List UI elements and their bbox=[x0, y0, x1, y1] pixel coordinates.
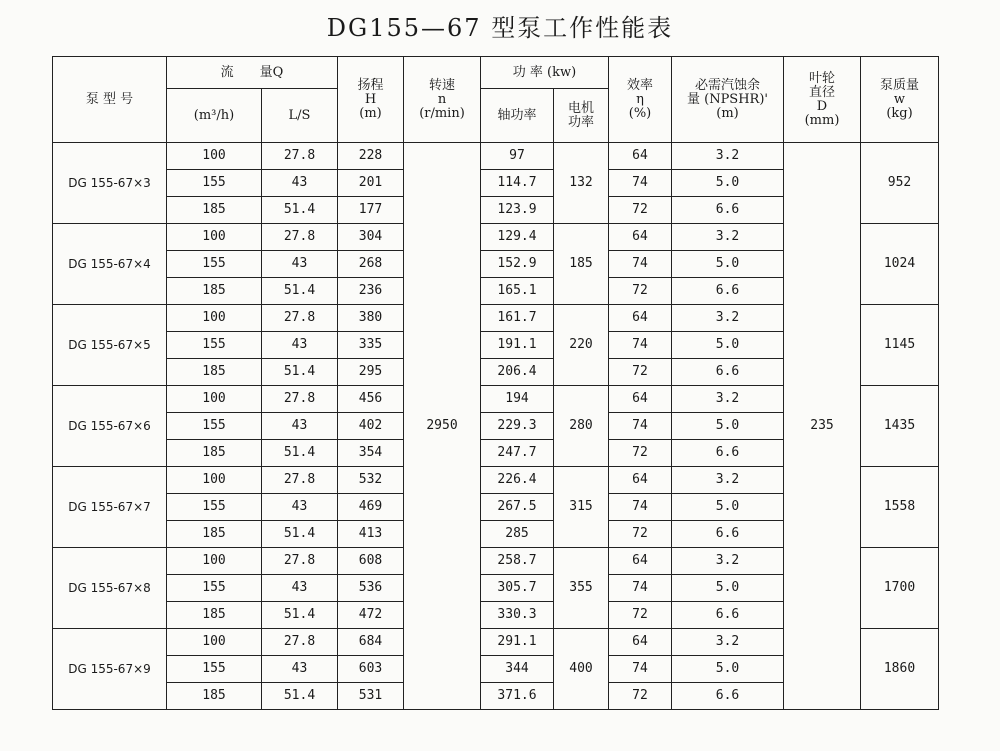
shaft-power-cell: 267.5 bbox=[481, 494, 554, 521]
motor-power-cell: 400 bbox=[554, 629, 609, 710]
shaft-power-cell: 330.3 bbox=[481, 602, 554, 629]
efficiency-cell: 72 bbox=[609, 683, 672, 710]
npshr-cell: 6.6 bbox=[672, 440, 784, 467]
flow-ls-cell: 51.4 bbox=[262, 440, 338, 467]
head-cell: 335 bbox=[338, 332, 404, 359]
flow-m3h-cell: 185 bbox=[167, 602, 262, 629]
header-speed: 转速 n (r/min) bbox=[404, 57, 481, 143]
head-cell: 603 bbox=[338, 656, 404, 683]
head-cell: 268 bbox=[338, 251, 404, 278]
impeller-diameter-cell: 235 bbox=[784, 143, 861, 710]
shaft-power-cell: 206.4 bbox=[481, 359, 554, 386]
speed-cell: 2950 bbox=[404, 143, 481, 710]
efficiency-cell: 72 bbox=[609, 359, 672, 386]
shaft-power-cell: 161.7 bbox=[481, 305, 554, 332]
npshr-cell: 6.6 bbox=[672, 278, 784, 305]
shaft-power-cell: 291.1 bbox=[481, 629, 554, 656]
npshr-cell: 3.2 bbox=[672, 224, 784, 251]
flow-ls-cell: 27.8 bbox=[262, 305, 338, 332]
head-cell: 236 bbox=[338, 278, 404, 305]
pump-mass-cell: 952 bbox=[861, 143, 939, 224]
shaft-power-cell: 114.7 bbox=[481, 170, 554, 197]
head-cell: 354 bbox=[338, 440, 404, 467]
npshr-cell: 6.6 bbox=[672, 197, 784, 224]
header-shaft-power: 轴功率 bbox=[481, 89, 554, 143]
table-row bbox=[53, 143, 939, 170]
header-efficiency: 效率 η (%) bbox=[609, 57, 672, 143]
flow-ls-cell: 51.4 bbox=[262, 521, 338, 548]
efficiency-cell: 74 bbox=[609, 494, 672, 521]
pump-mass-cell: 1860 bbox=[861, 629, 939, 710]
shaft-power-cell: 165.1 bbox=[481, 278, 554, 305]
pump-model-cell: DG 155-67×9 bbox=[53, 629, 167, 710]
flow-ls-cell: 43 bbox=[262, 170, 338, 197]
pump-model-cell: DG 155-67×7 bbox=[53, 467, 167, 548]
motor-power-cell: 315 bbox=[554, 467, 609, 548]
efficiency-cell: 74 bbox=[609, 251, 672, 278]
flow-m3h-cell: 155 bbox=[167, 251, 262, 278]
shaft-power-cell: 123.9 bbox=[481, 197, 554, 224]
pump-model-cell: DG 155-67×8 bbox=[53, 548, 167, 629]
efficiency-cell: 74 bbox=[609, 332, 672, 359]
header-mass: 泵质量 w (kg) bbox=[861, 57, 939, 143]
npshr-cell: 3.2 bbox=[672, 548, 784, 575]
flow-ls-cell: 27.8 bbox=[262, 548, 338, 575]
shaft-power-cell: 194 bbox=[481, 386, 554, 413]
document-title: DG155—67 型泵工作性能表 bbox=[326, 14, 674, 42]
flow-m3h-cell: 155 bbox=[167, 656, 262, 683]
head-cell: 201 bbox=[338, 170, 404, 197]
head-cell: 413 bbox=[338, 521, 404, 548]
efficiency-cell: 64 bbox=[609, 629, 672, 656]
header-flow: 流 量Q bbox=[167, 57, 338, 89]
header-flow-m3h: (m³/h) bbox=[167, 89, 262, 143]
motor-power-cell: 132 bbox=[554, 143, 609, 224]
shaft-power-cell: 191.1 bbox=[481, 332, 554, 359]
header-head: 扬程 H (m) bbox=[338, 57, 404, 143]
flow-ls-cell: 43 bbox=[262, 575, 338, 602]
npshr-cell: 5.0 bbox=[672, 656, 784, 683]
flow-ls-cell: 27.8 bbox=[262, 629, 338, 656]
flow-m3h-cell: 100 bbox=[167, 548, 262, 575]
npshr-cell: 3.2 bbox=[672, 305, 784, 332]
npshr-cell: 3.2 bbox=[672, 386, 784, 413]
head-cell: 472 bbox=[338, 602, 404, 629]
shaft-power-cell: 229.3 bbox=[481, 413, 554, 440]
npshr-cell: 6.6 bbox=[672, 521, 784, 548]
flow-m3h-cell: 185 bbox=[167, 683, 262, 710]
flow-m3h-cell: 100 bbox=[167, 143, 262, 170]
motor-power-cell: 280 bbox=[554, 386, 609, 467]
npshr-cell: 3.2 bbox=[672, 629, 784, 656]
motor-power-cell: 185 bbox=[554, 224, 609, 305]
shaft-power-cell: 344 bbox=[481, 656, 554, 683]
shaft-power-cell: 285 bbox=[481, 521, 554, 548]
head-cell: 295 bbox=[338, 359, 404, 386]
efficiency-cell: 64 bbox=[609, 548, 672, 575]
flow-m3h-cell: 100 bbox=[167, 629, 262, 656]
efficiency-cell: 72 bbox=[609, 602, 672, 629]
efficiency-cell: 74 bbox=[609, 656, 672, 683]
performance-table bbox=[52, 56, 939, 710]
shaft-power-cell: 247.7 bbox=[481, 440, 554, 467]
header-model: 泵 型 号 bbox=[53, 57, 167, 143]
shaft-power-cell: 129.4 bbox=[481, 224, 554, 251]
pump-model-cell: DG 155-67×5 bbox=[53, 305, 167, 386]
npshr-cell: 5.0 bbox=[672, 494, 784, 521]
flow-m3h-cell: 100 bbox=[167, 224, 262, 251]
flow-ls-cell: 43 bbox=[262, 251, 338, 278]
efficiency-cell: 74 bbox=[609, 170, 672, 197]
pump-model-cell: DG 155-67×6 bbox=[53, 386, 167, 467]
pump-model-cell: DG 155-67×3 bbox=[53, 143, 167, 224]
efficiency-cell: 74 bbox=[609, 575, 672, 602]
shaft-power-cell: 305.7 bbox=[481, 575, 554, 602]
head-cell: 531 bbox=[338, 683, 404, 710]
shaft-power-cell: 371.6 bbox=[481, 683, 554, 710]
flow-m3h-cell: 185 bbox=[167, 521, 262, 548]
flow-m3h-cell: 185 bbox=[167, 440, 262, 467]
shaft-power-cell: 226.4 bbox=[481, 467, 554, 494]
efficiency-cell: 64 bbox=[609, 386, 672, 413]
flow-m3h-cell: 100 bbox=[167, 467, 262, 494]
pump-mass-cell: 1024 bbox=[861, 224, 939, 305]
flow-ls-cell: 27.8 bbox=[262, 224, 338, 251]
head-cell: 608 bbox=[338, 548, 404, 575]
pump-mass-cell: 1145 bbox=[861, 305, 939, 386]
efficiency-cell: 72 bbox=[609, 278, 672, 305]
flow-ls-cell: 43 bbox=[262, 332, 338, 359]
shaft-power-cell: 97 bbox=[481, 143, 554, 170]
flow-ls-cell: 27.8 bbox=[262, 386, 338, 413]
npshr-cell: 5.0 bbox=[672, 170, 784, 197]
head-cell: 304 bbox=[338, 224, 404, 251]
flow-ls-cell: 27.8 bbox=[262, 467, 338, 494]
table-body bbox=[53, 143, 939, 710]
head-cell: 469 bbox=[338, 494, 404, 521]
flow-ls-cell: 43 bbox=[262, 656, 338, 683]
npshr-cell: 3.2 bbox=[672, 143, 784, 170]
head-cell: 456 bbox=[338, 386, 404, 413]
efficiency-cell: 72 bbox=[609, 521, 672, 548]
flow-m3h-cell: 100 bbox=[167, 305, 262, 332]
flow-ls-cell: 51.4 bbox=[262, 197, 338, 224]
flow-ls-cell: 51.4 bbox=[262, 683, 338, 710]
efficiency-cell: 64 bbox=[609, 305, 672, 332]
npshr-cell: 5.0 bbox=[672, 413, 784, 440]
pump-mass-cell: 1435 bbox=[861, 386, 939, 467]
header-npshr: 必需汽蚀余 量 (NPSHR)' (m) bbox=[672, 57, 784, 143]
npshr-cell: 3.2 bbox=[672, 467, 784, 494]
flow-ls-cell: 51.4 bbox=[262, 602, 338, 629]
shaft-power-cell: 152.9 bbox=[481, 251, 554, 278]
header-power: 功 率 (kw) bbox=[481, 57, 609, 89]
motor-power-cell: 220 bbox=[554, 305, 609, 386]
npshr-cell: 6.6 bbox=[672, 359, 784, 386]
flow-ls-cell: 43 bbox=[262, 494, 338, 521]
flow-m3h-cell: 155 bbox=[167, 413, 262, 440]
npshr-cell: 5.0 bbox=[672, 332, 784, 359]
pump-model-cell: DG 155-67×4 bbox=[53, 224, 167, 305]
head-cell: 532 bbox=[338, 467, 404, 494]
flow-m3h-cell: 185 bbox=[167, 197, 262, 224]
pump-mass-cell: 1558 bbox=[861, 467, 939, 548]
efficiency-cell: 64 bbox=[609, 224, 672, 251]
flow-m3h-cell: 155 bbox=[167, 170, 262, 197]
pump-mass-cell: 1700 bbox=[861, 548, 939, 629]
efficiency-cell: 64 bbox=[609, 143, 672, 170]
head-cell: 177 bbox=[338, 197, 404, 224]
head-cell: 380 bbox=[338, 305, 404, 332]
flow-ls-cell: 51.4 bbox=[262, 278, 338, 305]
header-motor-power: 电机 功率 bbox=[554, 89, 609, 143]
head-cell: 536 bbox=[338, 575, 404, 602]
flow-ls-cell: 27.8 bbox=[262, 143, 338, 170]
flow-m3h-cell: 155 bbox=[167, 332, 262, 359]
head-cell: 228 bbox=[338, 143, 404, 170]
head-cell: 402 bbox=[338, 413, 404, 440]
npshr-cell: 5.0 bbox=[672, 575, 784, 602]
header-impeller: 叶轮 直径 D (mm) bbox=[784, 57, 861, 143]
npshr-cell: 6.6 bbox=[672, 683, 784, 710]
flow-m3h-cell: 155 bbox=[167, 575, 262, 602]
header-flow-ls: L/S bbox=[262, 89, 338, 143]
flow-ls-cell: 43 bbox=[262, 413, 338, 440]
shaft-power-cell: 258.7 bbox=[481, 548, 554, 575]
head-cell: 684 bbox=[338, 629, 404, 656]
flow-m3h-cell: 185 bbox=[167, 278, 262, 305]
efficiency-cell: 74 bbox=[609, 413, 672, 440]
table-header bbox=[53, 57, 939, 143]
flow-m3h-cell: 185 bbox=[167, 359, 262, 386]
efficiency-cell: 64 bbox=[609, 467, 672, 494]
efficiency-cell: 72 bbox=[609, 440, 672, 467]
efficiency-cell: 72 bbox=[609, 197, 672, 224]
npshr-cell: 5.0 bbox=[672, 251, 784, 278]
flow-ls-cell: 51.4 bbox=[262, 359, 338, 386]
flow-m3h-cell: 100 bbox=[167, 386, 262, 413]
motor-power-cell: 355 bbox=[554, 548, 609, 629]
flow-m3h-cell: 155 bbox=[167, 494, 262, 521]
npshr-cell: 6.6 bbox=[672, 602, 784, 629]
